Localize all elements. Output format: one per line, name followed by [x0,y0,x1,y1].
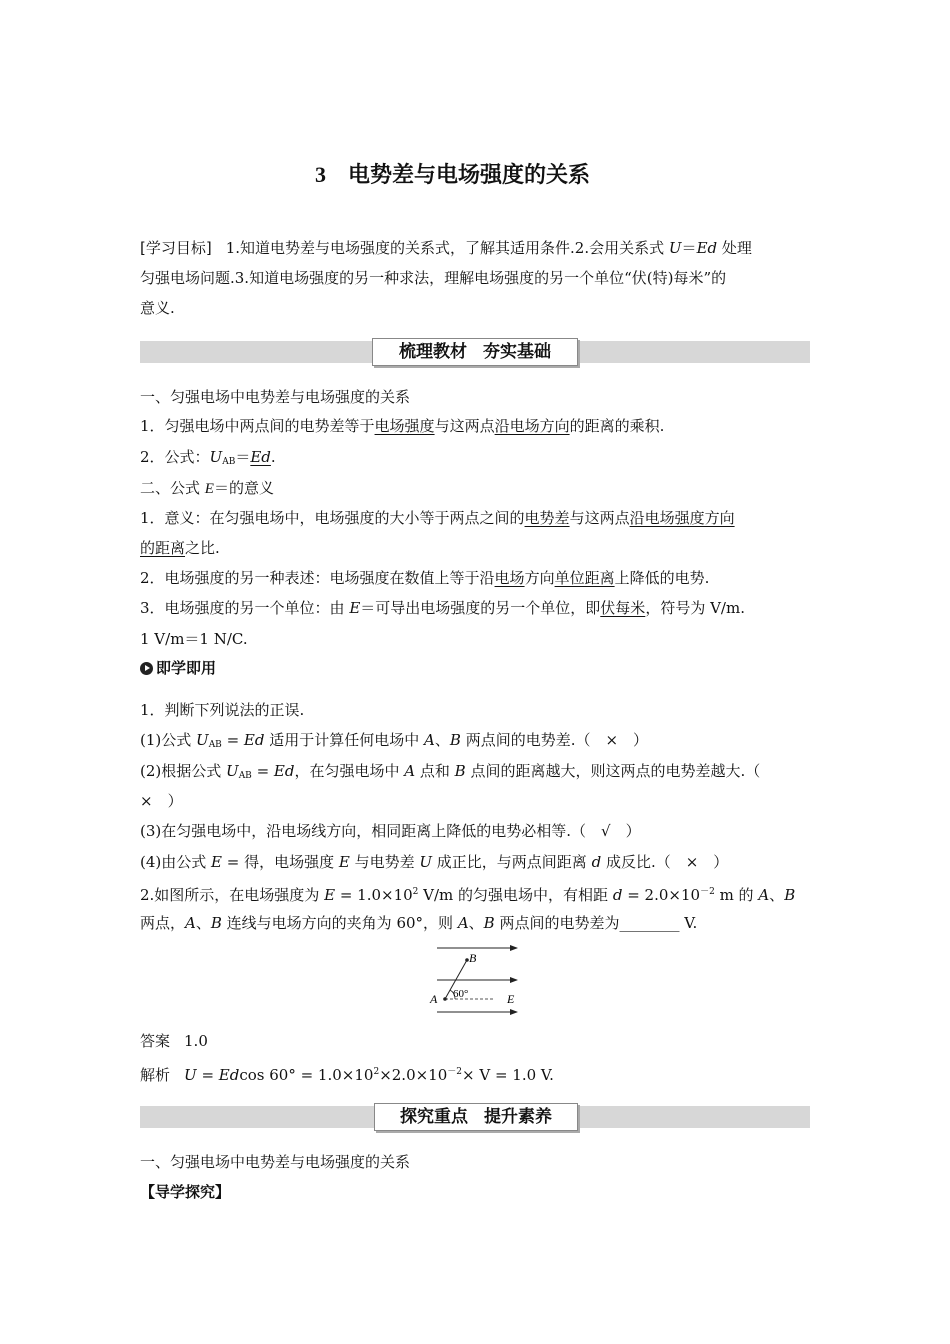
text: 适用于计算任何电场中 [264,731,425,749]
symbol-A: A [404,762,416,780]
symbol-Ed: Ed [218,1066,240,1084]
text: 1．意义：在匀强电场中，电场强度的大小等于两点之间的 [140,509,525,527]
band-2-left-text: 探究重点 [400,1107,468,1127]
underlined-term: 电场强度 [374,417,435,435]
section-2-paragraph-1-cont [140,538,220,558]
symbol-B: B [483,914,495,932]
text: 二、公式 [140,479,205,497]
section-2-paragraph-3 [140,598,745,618]
symbol-U: U [209,448,223,466]
symbol-Ed: Ed [696,239,718,257]
text: 的距离的乘积. [569,417,665,435]
text: 2．电场强度的另一种表述：电场强度在数值上等于沿 [140,569,495,587]
section-1-heading: 一、匀强电场中电势差与电场强度的关系 [140,388,411,406]
underlined-term: 伏每米 [600,599,646,617]
symbol-E: E [338,853,350,871]
superscript: －2 [447,1067,463,1077]
symbol-E: E [211,853,222,871]
text: ，在匀强电场中 [294,762,405,780]
symbol-A: A [457,914,469,932]
subscript-AB: AB [222,457,236,467]
text: 成正比，与两点间距离 [432,853,592,871]
text: 两点间的电势差为________ V. [494,914,698,932]
answer-label: 答案 [140,1032,171,1050]
practice-heading-text: 即学即用 [156,659,217,677]
text: = 得，电场强度 [221,853,339,871]
objectives-tag: [学习目标] [140,239,212,257]
section-band-2-label [374,1103,578,1131]
symbol-E: E [349,599,361,617]
subscript-AB: AB [238,771,252,781]
section-1-paragraph-1 [140,416,664,436]
objectives-line-1 [140,238,752,258]
text: 3．电场强度的另一个单位：由 [140,599,350,617]
symbol-B: B [784,886,796,904]
angle-label: 60° [453,988,469,1000]
symbol-A: A [424,731,435,749]
text: 之比. [185,539,220,557]
superscript: 2 [412,887,419,897]
underlined-term: 的距离 [140,539,186,557]
question-1-item-4 [140,852,728,872]
section-2-paragraph-2 [140,568,709,588]
answer-line [140,1031,208,1051]
section-2-paragraph-4: 1 V/m＝1 N/C. [140,630,248,648]
play-circle-icon [140,662,153,675]
symbol-Ed: Ed [243,731,265,749]
text: 、 [468,914,484,932]
objectives-text: 1.知道电势差与电场强度的关系式，了解其适用条件.2.会用关系式 [225,239,669,257]
text: 与这两点 [434,417,495,435]
text: 两点间的电势差.（ × ） [460,731,649,749]
question-1-item-2 [140,761,760,786]
symbol-B: B [210,914,222,932]
text: (2)根据公式 [140,762,227,780]
objectives-text: 处理 [717,239,752,257]
question-1-stem: 1．判断下列说法的正误. [140,701,305,719]
text: 、 [195,914,211,932]
equals-sign: ＝ [681,239,697,257]
text: 上降低的电势. [614,569,710,587]
question-1-item-3: (3)在匀强电场中，沿电场线方向，相同距离上降低的电势必相等.（ √ ） [140,822,641,840]
text: cos 60° = 1.0×10 [239,1066,374,1084]
text: 、 [769,886,785,904]
text: 两点， [140,914,186,932]
section-2-paragraph-1 [140,508,735,528]
symbol-A: A [758,886,770,904]
band-2-right-text: 提升素养 [484,1107,552,1127]
text: 方向 [524,569,555,587]
text: ＝的意义 [213,479,274,497]
text: 2.如图所示，在电场强度为 [140,886,325,904]
text: = 2.0×10 [622,886,701,904]
text: (1)公式 [140,731,197,749]
underlined-term: 单位距离 [554,569,615,587]
underlined-term: 沿电场强度方向 [629,509,735,527]
symbol-U: U [196,731,209,749]
text: ，符号为 V/m. [645,599,745,617]
analysis-label: 解析 [140,1066,171,1084]
text: . [270,448,276,466]
symbol-E: E [204,481,214,497]
objectives-line-2: 匀强电场问题.3.知道电场强度的另一种求法，理解电场强度的另一个单位“伏(特)每米”的 [140,269,727,287]
underlined-term: 电场 [494,569,525,587]
symbol-U: U [419,853,433,871]
question-1-item-2-cont: × ） [140,792,183,810]
text: 1．匀强电场中两点间的电势差等于 [140,417,375,435]
question-1-item-1 [140,730,648,755]
symbol-Ed: Ed [273,762,295,780]
symbol-U: U [226,762,239,780]
text: 连线与电场方向的夹角为 60°，则 [221,914,458,932]
label-B: B [469,951,477,965]
text: 点间的距离越大，则这两点的电势差越大.（ [465,762,761,780]
section-1-paragraph-2 [140,447,276,472]
text: 点和 [415,762,455,780]
superscript: －2 [700,887,715,897]
section-2-heading [140,478,274,499]
subscript-AB: AB [208,740,222,750]
text: ×2.0×10 [379,1066,448,1084]
question-2-line-1 [140,882,795,905]
text: (4)由公式 [140,853,212,871]
analysis-line [140,1062,554,1085]
band-1-left-text: 梳理教材 [399,342,467,362]
equals-sign: = [196,1066,219,1084]
text: 与电势差 [349,853,420,871]
text: ＝可导出电场强度的另一个单位，即 [360,599,601,617]
label-E: E [507,992,515,1006]
underlined-term: 沿电场方向 [494,417,570,435]
text: 、 [434,731,450,749]
symbol-B: B [454,762,466,780]
section-3-subheading: 【导学探究】 [140,1183,231,1201]
objectives-line-3: 意义. [140,299,175,317]
point-A [443,997,447,1001]
symbol-A: A [185,914,196,932]
label-A: A [430,992,438,1006]
equals-sign: ＝ [235,448,251,466]
electric-field-diagram [425,940,525,1018]
section-band-1-label [372,338,578,366]
text: = 1.0×10 [335,886,413,904]
symbol-E: E [324,886,336,904]
symbol-d: d [612,886,623,904]
title-text: 电势差与电场强度的关系 [348,163,591,188]
text: × V = 1.0 V. [462,1066,554,1084]
text: 2．公式： [140,448,210,466]
text: V/m 的匀强电场中，有相距 [418,886,613,904]
superscript: 2 [373,1067,380,1077]
band-1-right-text: 夯实基础 [483,342,551,362]
text: 成反比.（ × ） [601,853,729,871]
symbol-B: B [449,731,461,749]
section-3-heading: 一、匀强电场中电势差与电场强度的关系 [140,1153,411,1171]
symbol-U: U [184,1066,197,1084]
question-2-line-2 [140,913,697,933]
text: 与这两点 [569,509,630,527]
symbol-U: U [668,239,682,257]
page-title [315,158,590,189]
title-number: 3 [315,162,326,187]
text: m 的 [714,886,759,904]
underlined-formula: Ed [250,448,271,466]
underlined-term: 电势差 [524,509,570,527]
symbol-d: d [591,853,602,871]
equals-sign: = [251,762,274,780]
equals-sign: = [221,731,244,749]
answer-value: 1.0 [184,1032,208,1050]
practice-heading [140,658,216,678]
